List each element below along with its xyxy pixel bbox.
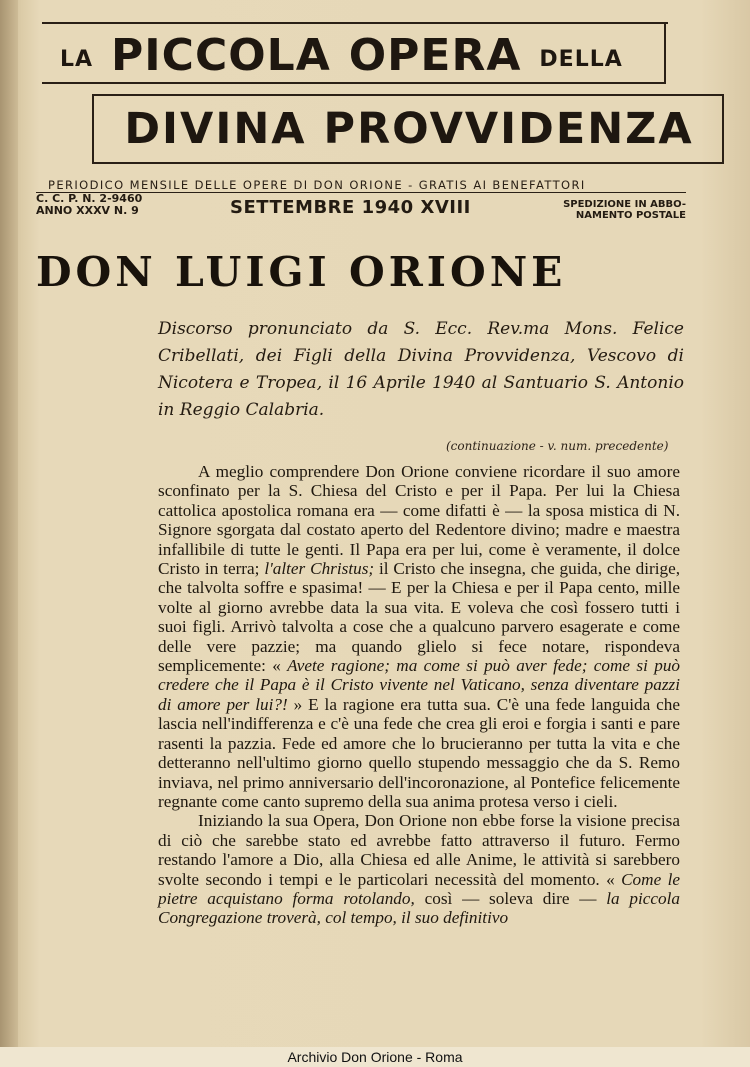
p1-text-e: » E la ragione era tutta sua. C'è una fede languida che lascia nell'indifferenza e c'è una fede che crea gli eroi e forgia i santi e pare rasenti la pazzia. Fede ed amore che lo brucieranno per tutta la vita e che detteranno nell'ultimo giorno quello stupendo messaggio che da S. Remo inviava, nel primo anniversario dell'incoronazione, al Pontefice felicemente regnante come canto supremo della sua anima protesa verso i cieli.: [158, 694, 680, 811]
continuation-note: (continuazione - v. num. precedente): [446, 439, 669, 453]
masthead-line-1: [60, 26, 660, 80]
paragraph-2: [158, 811, 680, 927]
masthead-della: DELLA: [539, 47, 623, 72]
paragraph-1: [158, 462, 680, 811]
masthead-subtitle: PERIODICO MENSILE DELLE OPERE DI DON ORIONE - GRATIS AI BENEFATTORI: [48, 178, 586, 192]
p1-text-c: il Cristo che insegna, che guida, che dirige, che talvolta soffre e spasima! — E per la Chiesa e per il Papa cento, mille volte al giorno avrebbe data la sua vita. E voleva che così fossero tutti i suoi figli. Arrivò talvolta a cose che a qualcuno parvero esagerate e come delle vere pazzie; ma quando glielo si fece notare, rispondeva semplicemente: «: [158, 559, 680, 676]
issue-date: SETTEMBRE 1940 XVIII: [230, 197, 471, 218]
article-title: DON LUIGI ORIONE: [36, 248, 567, 296]
anno-number: ANNO XXXV N. 9: [36, 204, 139, 217]
p1-text-d: Avete ragione; ma come si può aver fede; come si può credere che il Papa è il Cristo vivente nel Vaticano, senza diventare pazzi di amore per lui?!: [158, 656, 681, 714]
archive-footer: Archivio Don Orione - Roma: [287, 1049, 463, 1065]
p2-text-a: Iniziando la sua Opera, Don Orione non ebbe forse la visione precisa di ciò che sarebbe stato ed avrebbe fatto attraverso il futuro. Fermo restando l'amore a Dio, alla Chiesa ed alle Anime, le attività si sarebbero svolte secondo i tempi e le particolari necessità del momento. «: [158, 811, 680, 889]
page-binding-edge: [0, 0, 18, 1067]
p2-text-d: la piccola Congregazione troverà, col tempo, il suo definitivo: [158, 888, 681, 928]
ccp-number: C. C. P. N. 2-9460: [36, 192, 143, 205]
masthead-piccola: PICCOLA: [111, 30, 331, 81]
issue-info-bar: [36, 192, 686, 227]
p2-text-c: così — soleva dire —: [424, 888, 597, 908]
issue-identifiers: [36, 193, 142, 217]
article-intro: Discorso pronunciato da S. Ecc. Rev.ma Mons. Felice Cribellati, dei Figli della Divina Provvidenza, Vescovo di Nicotera e Tropea, il 16 Aprile 1940 al Santuario S. Antonio in Reggio Calabria.: [158, 319, 684, 420]
article-body: [158, 462, 680, 928]
postal-note-line-1: SPEDIZIONE IN ABBO-: [563, 199, 686, 210]
postal-note-line-2: NAMENTO POSTALE: [575, 210, 686, 221]
masthead-opera: OPERA: [348, 30, 522, 81]
p2-text-b: Come le pietre acquistano forma rotolando,: [158, 869, 680, 908]
masthead-la: LA: [60, 47, 94, 72]
p1-text-b: l'alter Christus;: [264, 559, 375, 579]
masthead: [38, 18, 738, 196]
p1-text-a: A meglio comprendere Don Orione conviene ricordare il suo amore sconfinato per la S. Chiesa del Cristo e per il Papa. Per lui la Chiesa cattolica apostolica romana era — come difatti è — la sposa mistica di N. Signore sgorgata dal costato aperto del Redentore divino; madre e maestra infallibile di tutte le genti. Il Papa era per lui, come è veramente, il dolce Cristo in terra;: [158, 462, 680, 579]
postal-note: [563, 199, 686, 221]
masthead-line-2: DIVINA PROVVIDENZA: [124, 104, 694, 154]
